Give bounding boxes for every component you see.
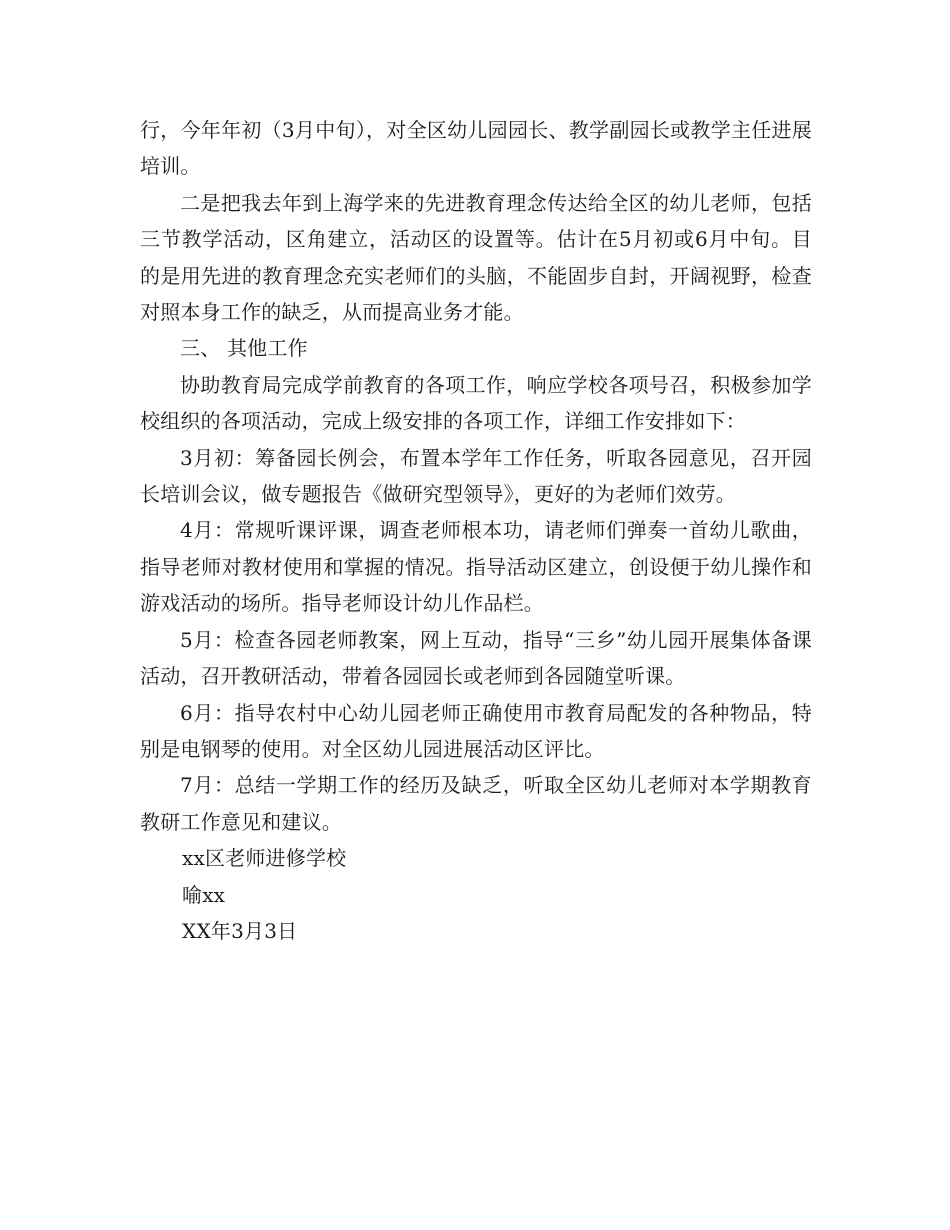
document-body [140,112,812,949]
paragraph-shanghai-concepts: 二是把我去年到上海学来的先进教育理念传达给全区的幼儿老师，包括三节教学活动，区角建立，活动区的设置等。估计在5月初或6月中旬。目的是用先进的教育理念充实老师们的头脑，不能固步自封，开阔视野，检查对照本身工作的缺乏，从而提高业务才能。 [140,190,812,325]
signature-organization: xx区老师进修学校 [182,846,347,871]
paragraph-may-plan: 5月：检查各园老师教案，网上互动，指导“三乡”幼儿园开展集体备课活动，召开教研活动，带着各园园长或老师到各园随堂听课。 [140,627,812,689]
section-heading-other-work: 三、 其他工作 [180,336,308,361]
signature-name: 喻xx [182,882,226,907]
paragraph-april-plan: 4月：常规听课评课，调查老师根本功，请老师们弹奏一首幼儿歌曲，指导老师对教材使用和掌握的情况。指导活动区建立，创设便于幼儿操作和游戏活动的场所。指导老师设计幼儿作品栏。 [140,518,812,616]
paragraph-july-plan: 7月：总结一学期工作的经历及缺乏，听取全区幼儿老师对本学期教育教研工作意见和建议。 [140,773,812,834]
paragraph-march-plan: 3月初：筹备园长例会，布置本学年工作任务，听取各园意见，召开园长培训会议，做专题报告《做研究型领导》，更好的为老师们效劳。 [140,445,812,507]
signature-date: XX年3月3日 [182,918,298,943]
paragraph-june-plan: 6月：指导农村中心幼儿园老师正确使用市教育局配发的各种物品，特别是电钢琴的使用。对全区幼儿园进展活动区评比。 [140,700,812,761]
paragraph-assist-bureau: 协助教育局完成学前教育的各项工作，响应学校各项号召，积极参加学校组织的各项活动，完成上级安排的各项工作，详细工作安排如下： [140,372,812,434]
paragraph-training-continuation: 行，今年年初（3月中旬），对全区幼儿园园长、教学副园长或教学主任进展培训。 [140,118,812,179]
